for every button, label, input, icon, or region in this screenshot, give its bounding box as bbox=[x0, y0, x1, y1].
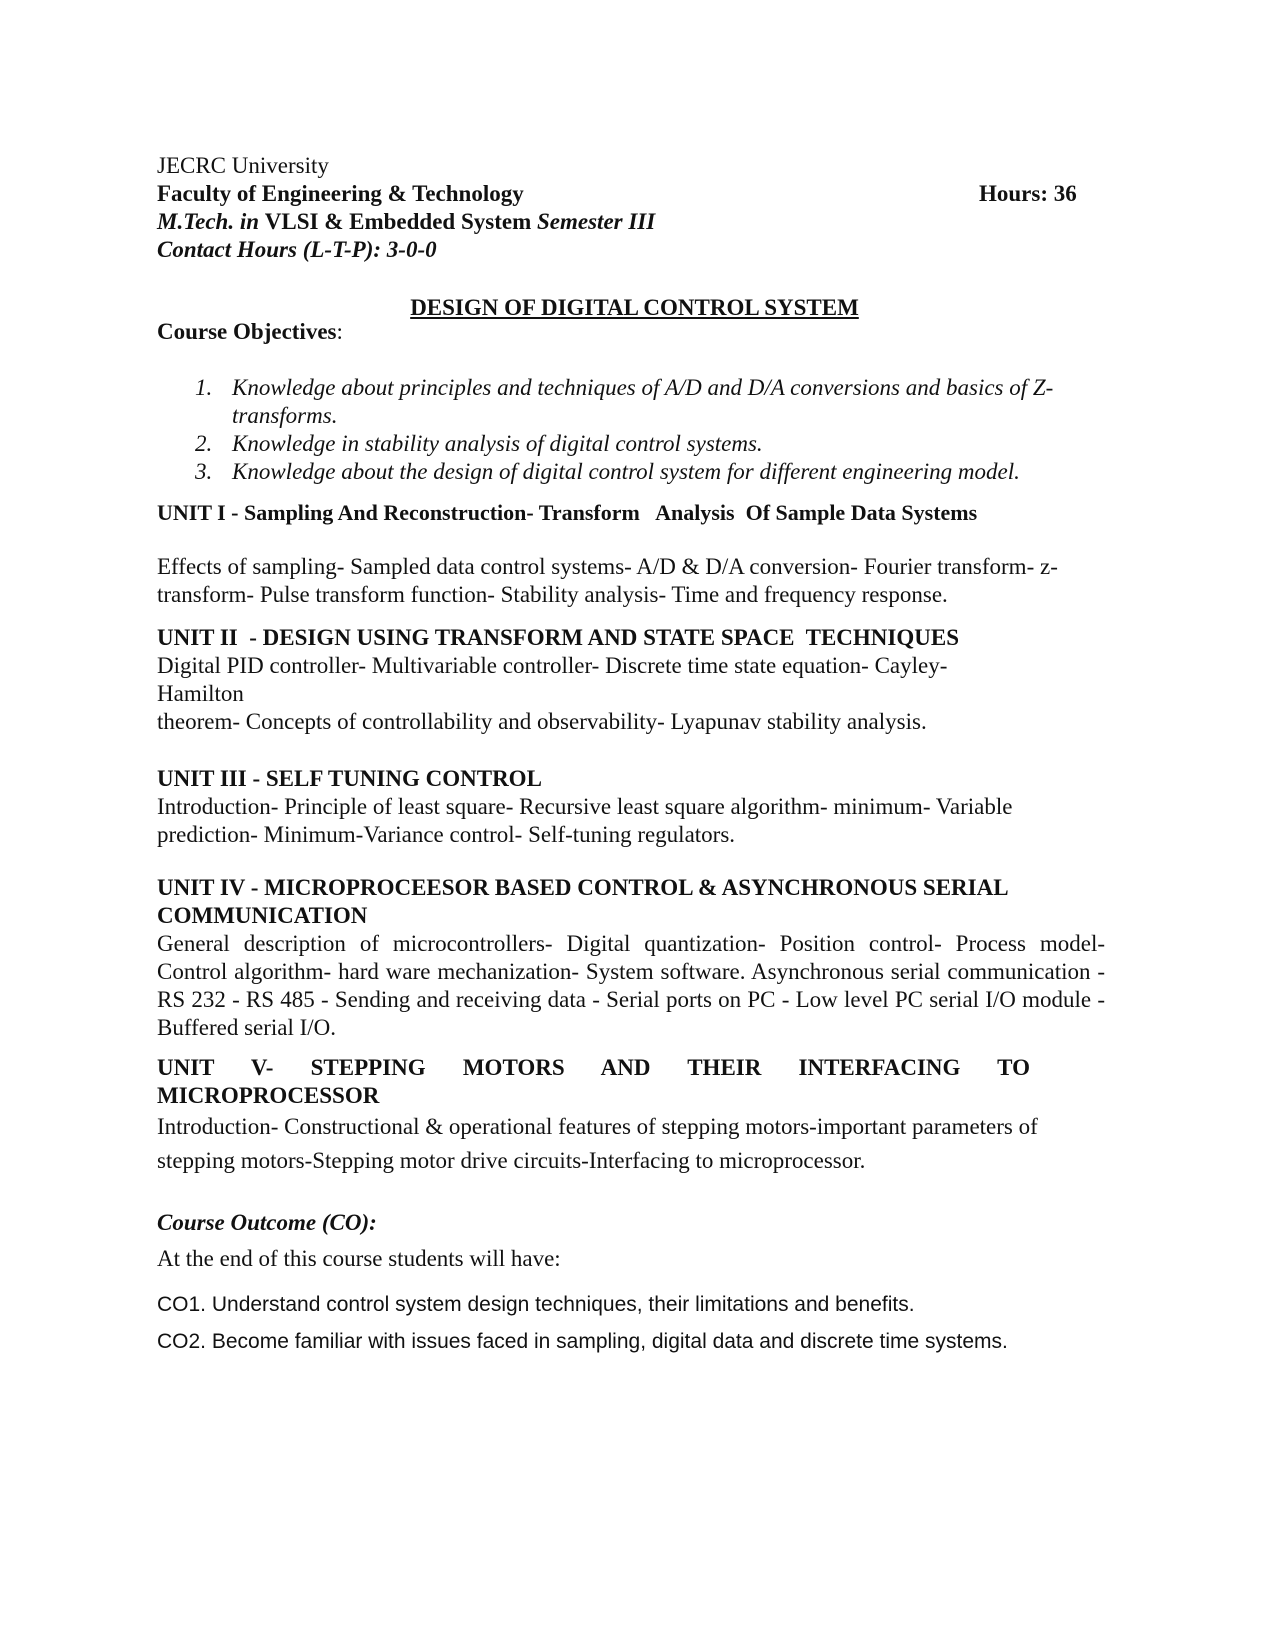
outcomes-intro: At the end of this course students will have: bbox=[157, 1246, 561, 1271]
course-title: DESIGN OF DIGITAL CONTROL SYSTEM bbox=[410, 295, 859, 320]
unit-5-heading-continued: MICROPROCESSOR bbox=[157, 1083, 380, 1108]
program-prefix: M.Tech. in bbox=[157, 209, 260, 234]
list-item bbox=[195, 374, 1117, 430]
unit-2-body: Digital PID controller- Multivariable controller- Discrete time state equation- Cayley-Hamilton bbox=[157, 653, 948, 706]
objectives-heading: Course Objectives bbox=[157, 319, 337, 344]
outcome-item: CO1. Understand control system design techniques, their limitations and benefits. bbox=[157, 1293, 915, 1316]
faculty-name: Faculty of Engineering & Technology bbox=[157, 181, 524, 206]
objectives-heading-line bbox=[157, 318, 1105, 346]
unit-2-body-continued: theorem- Concepts of controllability and observability- Lyapunav stability analysis. bbox=[157, 709, 927, 734]
unit-3-heading: UNIT III - SELF TUNING CONTROL bbox=[157, 766, 542, 791]
semester: Semester III bbox=[537, 209, 656, 234]
unit-4-body: General description of microcontrollers- Digital quantization- Position control- Process model- Control algorithm- hard ware mechanization- System software. Asynchronous serial communication - RS 232 - RS 485 - Sending and receiving data - Serial ports on PC - Low level PC serial I/O module - Buffered serial I/O. bbox=[157, 931, 1105, 1040]
list-item-number: 3. bbox=[195, 459, 213, 484]
unit-4-heading: UNIT IV - MICROPROCEESOR BASED CONTROL & ASYNCHRONOUS SERIAL COMMUNICATION bbox=[157, 875, 1008, 928]
unit-5-body: Introduction- Constructional & operational features of stepping motors-important parameters of stepping motors-Stepping motor drive circuits-Interfacing to microprocessor. bbox=[157, 1114, 1038, 1173]
program-line bbox=[157, 208, 1105, 236]
unit-1-body: Effects of sampling- Sampled data control systems- A/D & D/A conversion- Fourier transform- z-transform- Pulse transform function- Stability analysis- Time and frequency response. bbox=[157, 554, 1058, 607]
list-item-number: 2. bbox=[195, 431, 213, 456]
list-item-text: Knowledge in stability analysis of digital control systems. bbox=[232, 431, 763, 456]
list-item bbox=[195, 430, 1117, 458]
unit-5-heading: UNIT V- STEPPING MOTORS AND THEIR INTERFACING TO bbox=[157, 1055, 1030, 1080]
unit-1-heading: UNIT I - Sampling And Reconstruction- Transform Analysis Of Sample Data Systems bbox=[157, 500, 978, 525]
objectives-list bbox=[157, 374, 1117, 486]
unit-3-body: Introduction- Principle of least square- Recursive least square algorithm- minimum- Variable prediction- Minimum-Variance control- Self-tuning regulators. bbox=[157, 794, 1013, 847]
objectives-colon: : bbox=[336, 319, 343, 344]
course-hours: Hours: 36 bbox=[979, 181, 1077, 206]
program-name: VLSI & Embedded System bbox=[264, 209, 532, 234]
university-name: JECRC University bbox=[157, 153, 329, 178]
list-item-text: Knowledge about the design of digital control system for different engineering model. bbox=[232, 459, 1020, 484]
unit-2-heading: UNIT II - DESIGN USING TRANSFORM AND STATE SPACE TECHNIQUES bbox=[157, 625, 959, 650]
list-item-text: Knowledge about principles and techniques of A/D and D/A conversions and basics of Z-transforms. bbox=[232, 375, 1054, 428]
contact-hours: Contact Hours (L-T-P): 3-0-0 bbox=[157, 237, 437, 262]
list-item bbox=[195, 458, 1117, 486]
outcomes-heading: Course Outcome (CO): bbox=[157, 1210, 377, 1235]
list-item-number: 1. bbox=[195, 375, 213, 400]
outcome-item: CO2. Become familiar with issues faced in sampling, digital data and discrete time systems. bbox=[157, 1330, 1008, 1353]
